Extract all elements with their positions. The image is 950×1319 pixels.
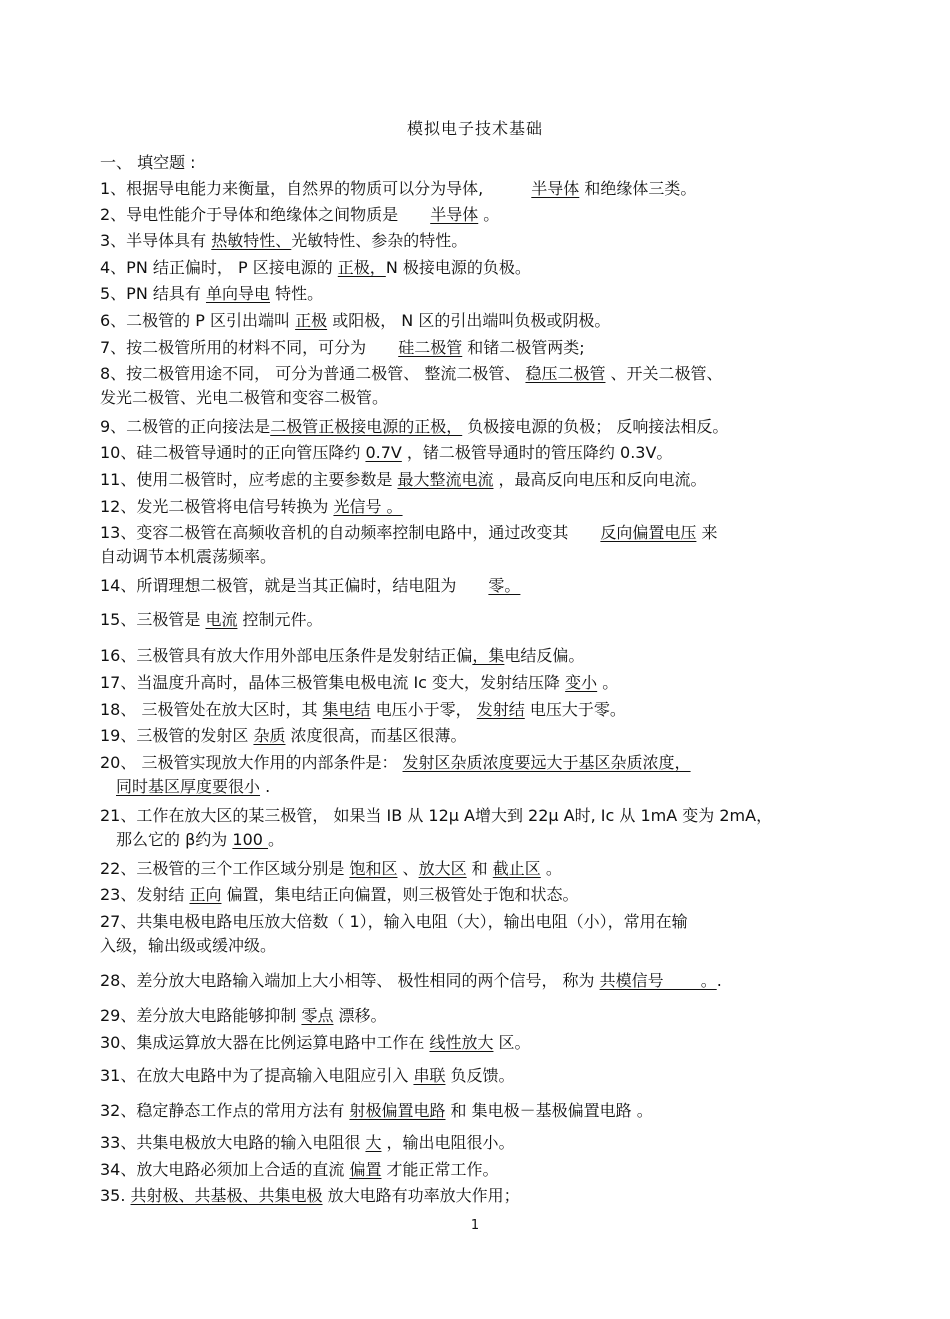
- answer-blank: 射极偏置电路: [349, 1101, 446, 1120]
- question-line: [100, 386, 865, 410]
- answer-blank: 集电结: [322, 700, 371, 719]
- question-line: [100, 857, 865, 881]
- question-text: 16、三极管具有放大作用外部电压条件是发射结正偏: [100, 646, 473, 665]
- question-item: [100, 282, 865, 306]
- question-line: [100, 1004, 865, 1028]
- question-text: [100, 777, 116, 796]
- question-text: 1、根据导电能力来衡量，自然界的物质可以分为导体,: [100, 179, 484, 198]
- question-item: [100, 441, 865, 465]
- question-text: 区。: [493, 1033, 531, 1052]
- question-text: 光敏特性、参杂的特性。: [291, 231, 468, 250]
- question-text: 13、变容二极管在高频收音机的自动频率控制电路中，通过改变其: [100, 523, 569, 542]
- question-text: 22、三极管的三个工作区域分别是: [100, 859, 350, 878]
- question-text: 27、共集电极电路电压放大倍数（ 1），输入电阻（大），输出电阻（小），常用在输: [100, 912, 688, 931]
- question-text: 8、按二极管用途不同， 可分为普通二极管、 整流二极管、: [100, 364, 526, 383]
- question-line: [100, 1184, 865, 1208]
- question-item: [100, 671, 865, 695]
- question-text: 12、发光二极管将电信号转换为: [100, 497, 334, 516]
- answer-blank: 截止区: [492, 859, 541, 878]
- question-text: 、: [397, 859, 419, 878]
- question-text: .: [260, 777, 271, 796]
- question-text: ，输出电阻很小。: [381, 1133, 515, 1152]
- question-text: [398, 205, 430, 224]
- question-line: [100, 1099, 865, 1123]
- question-text: ，最高反向电压和反向电流。: [493, 470, 707, 489]
- question-text: 15、三极管是: [100, 610, 206, 629]
- answer-blank: 100: [232, 830, 269, 849]
- question-text: 负极接电源的负极； 反响接法相反。: [462, 417, 729, 436]
- question-text: 17、当温度升高时，晶体三极管集电极电流 Ic 变大，发射结压降: [100, 673, 566, 692]
- question-item: [100, 644, 865, 668]
- question-line: [100, 203, 865, 227]
- question-line: [100, 883, 865, 907]
- question-item: [100, 336, 865, 360]
- question-line: [100, 574, 865, 598]
- question-line: [100, 910, 865, 934]
- answer-blank: 发射结: [476, 700, 525, 719]
- question-item: [100, 177, 865, 201]
- question-item: [100, 256, 865, 280]
- question-text: 特性。: [270, 284, 324, 303]
- question-item: [100, 468, 865, 492]
- question-text: 放大电路有功率放大作用；: [322, 1186, 520, 1205]
- question-item: [100, 309, 865, 333]
- question-text: 。: [540, 859, 562, 878]
- answer-blank: 半导体: [430, 205, 479, 224]
- question-item: [100, 203, 865, 227]
- question-text: 电结反偏。: [504, 646, 585, 665]
- question-text: 和 集电极－基极偏置电路 。: [445, 1101, 653, 1120]
- question-text: 9、二极管的正向接法是: [100, 417, 271, 436]
- question-item: [100, 1131, 865, 1155]
- question-text: 4、PN 结正偏时， P 区接电源的: [100, 258, 338, 277]
- question-line: [100, 1131, 865, 1155]
- question-text: 和绝缘体三类。: [579, 179, 697, 198]
- question-text: 18、 三极管处在放大区时，其: [100, 700, 323, 719]
- page-number: 1: [470, 1218, 480, 1233]
- question-line: [100, 229, 865, 253]
- question-text: 30、集成运算放大器在比例运算电路中工作在: [100, 1033, 430, 1052]
- question-text: 偏置，集电结正向偏置，则三极管处于饱和状态。: [221, 885, 579, 904]
- question-line: [100, 256, 865, 280]
- question-text: 29、差分放大电路能够抑制: [100, 1006, 302, 1025]
- question-line: [100, 775, 865, 799]
- answer-blank: 共模信号 。: [599, 971, 717, 990]
- question-item: [100, 608, 865, 632]
- question-line: [100, 545, 865, 569]
- question-item: [100, 883, 865, 907]
- question-text: 33、共集电极放大电路的输入电阻很: [100, 1133, 366, 1152]
- answer-blank: 大: [365, 1133, 382, 1152]
- question-item: [100, 698, 865, 722]
- question-text: 电压小于零，: [370, 700, 477, 719]
- question-item: [100, 362, 865, 410]
- answer-blank: 电流: [205, 610, 238, 629]
- question-item: [100, 1099, 865, 1123]
- question-item: [100, 574, 865, 598]
- question-text: 、开关二极管、: [605, 364, 723, 383]
- question-line: [100, 362, 865, 386]
- question-text: 3、半导体具有: [100, 231, 212, 250]
- answer-blank: 稳压二极管: [525, 364, 606, 383]
- question-line: [100, 608, 865, 632]
- answer-blank: 热敏特性、: [211, 231, 292, 250]
- question-text: 。: [597, 673, 619, 692]
- question-line: [100, 751, 865, 775]
- answer-blank: 单向导电: [205, 284, 270, 303]
- answer-blank: 杂质: [253, 726, 286, 745]
- question-line: [100, 336, 865, 360]
- question-text: 和: [466, 859, 493, 878]
- question-line: [100, 1064, 865, 1088]
- answer-blank: 线性放大: [429, 1033, 494, 1052]
- question-text: 21、工作在放大区的某三极管， 如果当 IB 从 12μ A增大到 22μ A时, Ic 从 1mA 变为 2mA，: [100, 806, 773, 825]
- question-line: [100, 441, 865, 465]
- answer-blank: 放大区: [418, 859, 467, 878]
- question-text: 34、放大电路必须加上合适的直流: [100, 1160, 350, 1179]
- question-text: 2、导电性能介于导体和绝缘体之间物质是: [100, 205, 399, 224]
- answer-blank: 反向偏置电压: [600, 523, 697, 542]
- question-item: [100, 1031, 865, 1055]
- question-text: [568, 523, 600, 542]
- answer-blank: 零点: [301, 1006, 334, 1025]
- answer-blank: 光信号 。: [333, 497, 403, 516]
- section-heading: 一、 填空题 :: [100, 153, 196, 172]
- question-text: ，锗二极管导通时的管压降约 0.3V。: [401, 443, 673, 462]
- question-text: 和锗二极管两类;: [462, 338, 585, 357]
- answer-blank: 最大整流电流: [397, 470, 494, 489]
- question-text: 负反馈。: [445, 1066, 515, 1085]
- question-text: 31、在放大电路中为了提高输入电阻应引入: [100, 1066, 414, 1085]
- question-item: [100, 1158, 865, 1182]
- question-item: [100, 910, 865, 958]
- question-text: 11、使用二极管时，应考虑的主要参数是: [100, 470, 398, 489]
- question-text: 才能正常工作。: [381, 1160, 499, 1179]
- question-text: 19、三极管的发射区: [100, 726, 254, 745]
- question-line: [100, 934, 865, 958]
- question-text: 20、 三极管实现放大作用的内部条件是：: [100, 753, 403, 772]
- question-text: N 极接电源的负极。: [385, 258, 531, 277]
- answer-blank: 变小: [565, 673, 598, 692]
- question-text: 32、稳定静态工作点的常用方法有: [100, 1101, 350, 1120]
- question-item: [100, 1004, 865, 1028]
- question-text: 发光二极管、光电二极管和变容二极管。: [100, 388, 389, 407]
- question-text: 。: [478, 205, 500, 224]
- question-line: [100, 804, 865, 828]
- answer-blank: 正极: [295, 311, 328, 330]
- question-text: 5、PN 结具有: [100, 284, 206, 303]
- answer-blank: 半导体: [531, 179, 580, 198]
- answer-blank: 偏置: [349, 1160, 382, 1179]
- question-text: 来: [696, 523, 718, 542]
- question-text: 35.: [100, 1186, 131, 1205]
- question-line: [100, 644, 865, 668]
- question-text: 23、发射结: [100, 885, 190, 904]
- question-line: [100, 724, 865, 748]
- answer-blank: 同时基区厚度要很小: [116, 777, 261, 796]
- question-text: .: [716, 971, 722, 990]
- answer-blank: 零。: [488, 576, 521, 595]
- question-text: 或阳极， N 区的引出端叫负极或阴极。: [327, 311, 611, 330]
- question-item: [100, 857, 865, 881]
- question-line: [100, 468, 865, 492]
- question-text: [366, 338, 398, 357]
- question-line: [100, 495, 865, 519]
- question-text: 。: [268, 830, 285, 849]
- answer-blank: 饱和区: [349, 859, 398, 878]
- question-line: [100, 1031, 865, 1055]
- question-text: 电压大于零。: [524, 700, 626, 719]
- answer-blank: 二极管正极接电源的正极，: [270, 417, 463, 436]
- answer-blank: 串联: [413, 1066, 446, 1085]
- question-line: [100, 415, 865, 439]
- question-text: 10、硅二极管导通时的正向管压降约: [100, 443, 366, 462]
- question-line: [100, 1158, 865, 1182]
- question-text: [456, 576, 488, 595]
- question-item: [100, 1064, 865, 1088]
- question-item: [100, 495, 865, 519]
- answer-blank: 0.7V: [365, 443, 402, 462]
- question-text: 7、按二极管所用的材料不同，可分为: [100, 338, 367, 357]
- question-line: [100, 309, 865, 333]
- question-line: [100, 969, 865, 993]
- answer-blank: 正极，: [337, 258, 386, 277]
- question-text: 入级，输出级或缓冲级。: [100, 936, 277, 955]
- question-line: [100, 671, 865, 695]
- question-line: [100, 282, 865, 306]
- page-title: 模拟电子技术基础: [406, 119, 543, 138]
- question-text: 自动调节本机震荡频率。: [100, 547, 277, 566]
- answer-blank: 正向: [189, 885, 222, 904]
- answer-blank: 共射极、共基极、共集电极: [130, 1186, 323, 1205]
- answer-blank: 硅二极管: [398, 338, 463, 357]
- question-item: [100, 969, 865, 993]
- question-item: [100, 724, 865, 748]
- question-item: [100, 804, 865, 852]
- question-text: 28、差分放大电路输入端加上大小相等、 极性相同的两个信号， 称为: [100, 971, 600, 990]
- question-item: [100, 229, 865, 253]
- question-text: 14、所谓理想二极管，就是当其正偏时，结电阻为: [100, 576, 457, 595]
- question-line: [100, 698, 865, 722]
- answer-blank: ，集: [472, 646, 505, 665]
- question-item: [100, 415, 865, 439]
- answer-blank: 发射区杂质浓度要远大于基区杂质浓度，: [402, 753, 691, 772]
- question-line: [100, 828, 865, 852]
- question-text: 6、二极管的 P 区引出端叫: [100, 311, 296, 330]
- question-line: [100, 177, 865, 201]
- question-item: [100, 521, 865, 569]
- question-text: 控制元件。: [237, 610, 323, 629]
- question-text: [483, 179, 531, 198]
- question-text: 那么它的 β约为: [100, 830, 233, 849]
- question-item: [100, 1184, 865, 1208]
- question-line: [100, 521, 865, 545]
- question-text: 浓度很高，而基区很薄。: [285, 726, 467, 745]
- question-text: 漂移。: [333, 1006, 387, 1025]
- question-item: [100, 751, 865, 799]
